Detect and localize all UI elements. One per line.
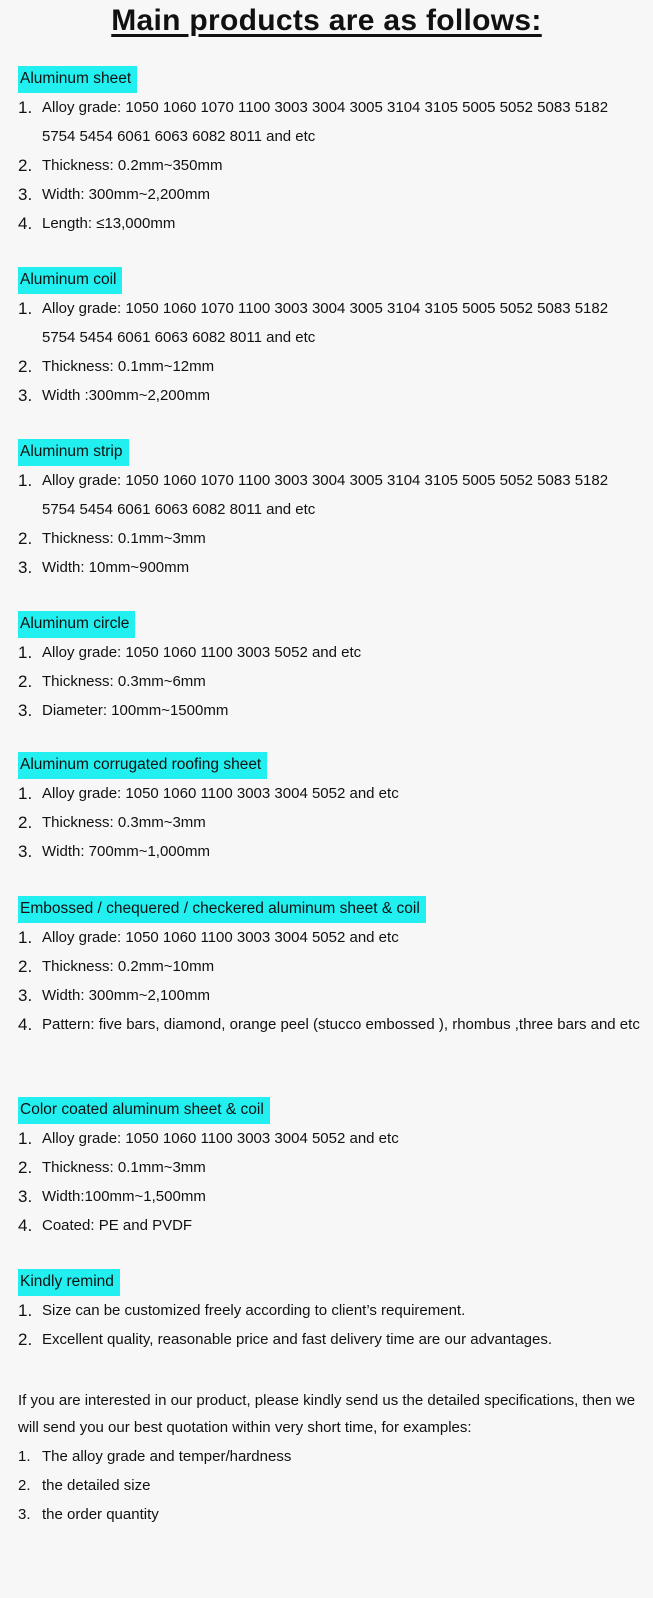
list-item <box>18 151 645 180</box>
item-text: Thickness: 0.1mm~3mm <box>42 530 206 547</box>
item-number: 3. <box>18 386 33 405</box>
list-item <box>18 638 645 667</box>
item-text: Excellent quality, reasonable price and fast delivery time are our advantages. <box>42 1331 553 1348</box>
list-item <box>18 1124 645 1153</box>
item-text: Length: ≤13,000mm <box>42 215 176 232</box>
item-number: 1. <box>18 299 33 318</box>
item-text: Alloy grade: 1050 1060 1100 3003 3004 5052 and etc <box>42 1130 399 1147</box>
list-item <box>18 294 645 352</box>
spec-list <box>18 923 645 1039</box>
section-aluminum-strip <box>18 439 645 582</box>
spec-list <box>18 294 645 410</box>
item-number: 1. <box>18 643 33 662</box>
item-number: 1. <box>18 784 33 803</box>
spec-list <box>18 638 645 725</box>
item-number: 2. <box>18 1158 33 1177</box>
item-number: 3. <box>18 558 33 577</box>
section-aluminum-coil <box>18 267 645 410</box>
item-number: 3. <box>18 986 33 1005</box>
list-item <box>18 696 645 725</box>
item-number: 4. <box>18 1216 33 1235</box>
item-number: 4. <box>18 1015 33 1034</box>
item-number: 2. <box>18 1477 31 1494</box>
list-item <box>18 837 645 866</box>
item-text: Thickness: 0.1mm~12mm <box>42 358 215 375</box>
list-item <box>18 209 645 238</box>
item-text: Diameter: 100mm~1500mm <box>42 702 229 719</box>
list-item <box>18 1153 645 1182</box>
item-number: 4. <box>18 214 33 233</box>
item-text: Thickness: 0.2mm~350mm <box>42 157 223 174</box>
item-text: Coated: PE and PVDF <box>42 1217 193 1234</box>
closing-list <box>18 1442 645 1529</box>
list-item <box>18 1010 645 1039</box>
section-heading: Kindly remind <box>18 1269 120 1296</box>
section-heading: Embossed / chequered / checkered aluminum sheet & coil <box>18 896 426 923</box>
section-corrugated-roofing-sheet <box>18 752 645 866</box>
list-item <box>18 1182 645 1211</box>
item-number: 3. <box>18 185 33 204</box>
list-item <box>18 1500 645 1529</box>
item-text: Size can be customized freely according to client’s requirement. <box>42 1302 466 1319</box>
item-number: 2. <box>18 529 33 548</box>
item-number: 3. <box>18 842 33 861</box>
item-text: Width: 700mm~1,000mm <box>42 843 210 860</box>
item-number: 2. <box>18 1330 33 1349</box>
item-number: 1. <box>18 1448 31 1465</box>
item-text: Width: 300mm~2,100mm <box>42 987 210 1004</box>
item-number: 3. <box>18 1187 33 1206</box>
list-item <box>18 466 645 524</box>
item-text: Alloy grade: 1050 1060 1100 3003 3004 5052 and etc <box>42 929 399 946</box>
list-item <box>18 981 645 1010</box>
closing-paragraph: If you are interested in our product, please kindly send us the detailed specifications, then we will send you our best quotation within very short time, for examples: <box>18 1392 636 1436</box>
section-heading: Aluminum corrugated roofing sheet <box>18 752 267 779</box>
item-text: Alloy grade: 1050 1060 1100 3003 5052 and etc <box>42 644 362 661</box>
section-heading: Color coated aluminum sheet & coil <box>18 1097 270 1124</box>
list-item <box>18 381 645 410</box>
item-number: 1. <box>18 928 33 947</box>
item-number: 2. <box>18 357 33 376</box>
item-text: Thickness: 0.1mm~3mm <box>42 1159 206 1176</box>
section-aluminum-circle <box>18 611 645 725</box>
list-item <box>18 93 645 151</box>
item-number: 1. <box>18 98 33 117</box>
page-title: Main products are as follows: <box>111 4 542 37</box>
item-text: Width:100mm~1,500mm <box>42 1188 206 1205</box>
item-text: the detailed size <box>42 1477 151 1494</box>
remind-list <box>18 1296 645 1354</box>
spec-list <box>18 1124 645 1240</box>
item-text: Alloy grade: 1050 1060 1100 3003 3004 5052 and etc <box>42 785 399 802</box>
list-item <box>18 779 645 808</box>
spec-list <box>18 779 645 866</box>
item-text: Alloy grade: 1050 1060 1070 1100 3003 3004 3005 3104 3105 5005 5052 5083 5182 5754 5454 6061 6063 6082 8011 and etc <box>42 472 609 518</box>
list-item <box>18 923 645 952</box>
item-text: Thickness: 0.3mm~3mm <box>42 814 206 831</box>
item-text: Alloy grade: 1050 1060 1070 1100 3003 3004 3005 3104 3105 5005 5052 5083 5182 5754 5454 6061 6063 6082 8011 and etc <box>42 300 609 346</box>
section-heading: Aluminum coil <box>18 267 122 294</box>
section-color-coated <box>18 1097 645 1240</box>
item-number: 1. <box>18 471 33 490</box>
item-text: Width: 10mm~900mm <box>42 559 190 576</box>
item-text: The alloy grade and temper/hardness <box>42 1448 292 1465</box>
item-text: Thickness: 0.2mm~10mm <box>42 958 215 975</box>
list-item <box>18 1211 645 1240</box>
spec-list <box>18 466 645 582</box>
item-number: 2. <box>18 813 33 832</box>
item-text: Pattern: five bars, diamond, orange peel (stucco embossed ), rhombus ,three bars and etc <box>42 1016 640 1033</box>
item-text: Thickness: 0.3mm~6mm <box>42 673 206 690</box>
list-item <box>18 667 645 696</box>
item-number: 2. <box>18 672 33 691</box>
item-number: 1. <box>18 1301 33 1320</box>
list-item <box>18 180 645 209</box>
list-item <box>18 1442 645 1471</box>
item-number: 3. <box>18 701 33 720</box>
closing-section <box>18 1387 645 1529</box>
list-item <box>18 553 645 582</box>
item-number: 2. <box>18 957 33 976</box>
list-item <box>18 808 645 837</box>
item-text: Width :300mm~2,200mm <box>42 387 210 404</box>
list-item <box>18 524 645 553</box>
section-kindly-remind <box>18 1269 645 1354</box>
section-aluminum-sheet <box>18 66 645 238</box>
item-text: the order quantity <box>42 1506 159 1523</box>
item-text: Alloy grade: 1050 1060 1070 1100 3003 3004 3005 3104 3105 5005 5052 5083 5182 5754 5454 6061 6063 6082 8011 and etc <box>42 99 609 145</box>
section-heading: Aluminum sheet <box>18 66 137 93</box>
list-item <box>18 352 645 381</box>
item-text: Width: 300mm~2,200mm <box>42 186 210 203</box>
item-number: 2. <box>18 156 33 175</box>
list-item <box>18 1296 645 1325</box>
list-item <box>18 1471 645 1500</box>
list-item <box>18 1325 645 1354</box>
item-number: 3. <box>18 1506 31 1523</box>
section-heading: Aluminum strip <box>18 439 129 466</box>
list-item <box>18 952 645 981</box>
item-number: 1. <box>18 1129 33 1148</box>
section-heading: Aluminum circle <box>18 611 135 638</box>
spec-list <box>18 93 645 238</box>
section-embossed-sheet-coil <box>18 896 645 1039</box>
